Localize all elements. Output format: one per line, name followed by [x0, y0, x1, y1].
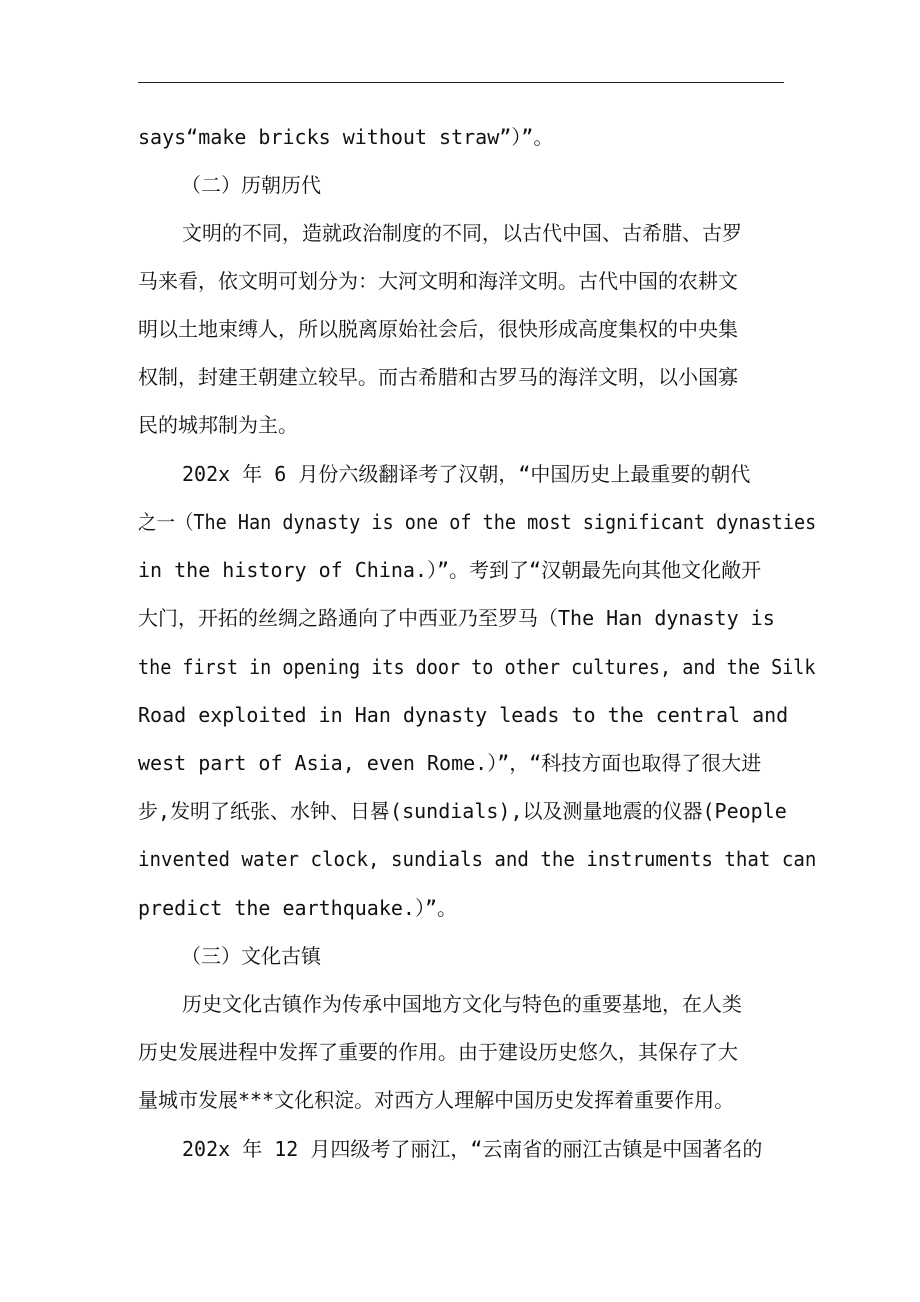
section-heading-2: （二）历朝历代 [181, 173, 321, 197]
text-line: 马来看，依文明可划分为：大河文明和海洋文明。古代中国的农耕文 [138, 269, 738, 293]
section-heading-3: （三）文化古镇 [181, 944, 321, 968]
text-line: 权制，封建王朝建立较早。而古希腊和古罗马的海洋文明，以小国寡 [138, 365, 738, 389]
text-line: 民的城邦制为主。 [138, 413, 298, 437]
text-line: 明以土地束缚人，所以脱离原始社会后，很快形成高度集权的中央集 [138, 317, 738, 341]
text-line: Road exploited in Han dynasty leads to the central and [138, 703, 789, 727]
text-line: 历史发展进程中发挥了重要的作用。由于建设历史悠久，其保存了大 [138, 1040, 738, 1064]
text-line: 202x 年 12 月四级考了丽江，“云南省的丽江古镇是中国著名的 [182, 1137, 763, 1161]
text-line: 量城市发展***文化积淀。对西方人理解中国历史发挥着重要作用。 [138, 1088, 735, 1112]
text-line: 大门，开拓的丝绸之路通向了中西亚乃至罗马（The Han dynasty is [138, 606, 775, 630]
text-line: the first in opening its door to other cultures, and the Silk [138, 655, 816, 679]
text-line: 202x 年 6 月份六级翻译考了汉朝，“中国历史上最重要的朝代 [182, 462, 751, 486]
text-line: predict the earthquake.）”。 [138, 896, 457, 920]
text-line: says“make bricks without straw”）”。 [138, 125, 554, 149]
text-line: west part of Asia, even Rome.）”，“科技方面也取得了很大进 [138, 751, 762, 775]
header-rule [138, 82, 784, 83]
text-line: in the history of China.）”。考到了“汉朝最先向其他文化敞开 [138, 558, 762, 582]
text-line: 之一（The Han dynasty is one of the most significant dynasties [138, 510, 817, 534]
text-line: 历史文化古镇作为传承中国地方文化与特色的重要基地，在人类 [182, 992, 742, 1016]
text-line: 文明的不同，造就政治制度的不同，以古代中国、古希腊、古罗 [182, 221, 742, 245]
text-line: invented water clock, sundials and the instruments that can [138, 847, 817, 871]
text-line: 步,发明了纸张、水钟、日晷(sundials),以及测量地震的仪器(People [138, 799, 787, 823]
